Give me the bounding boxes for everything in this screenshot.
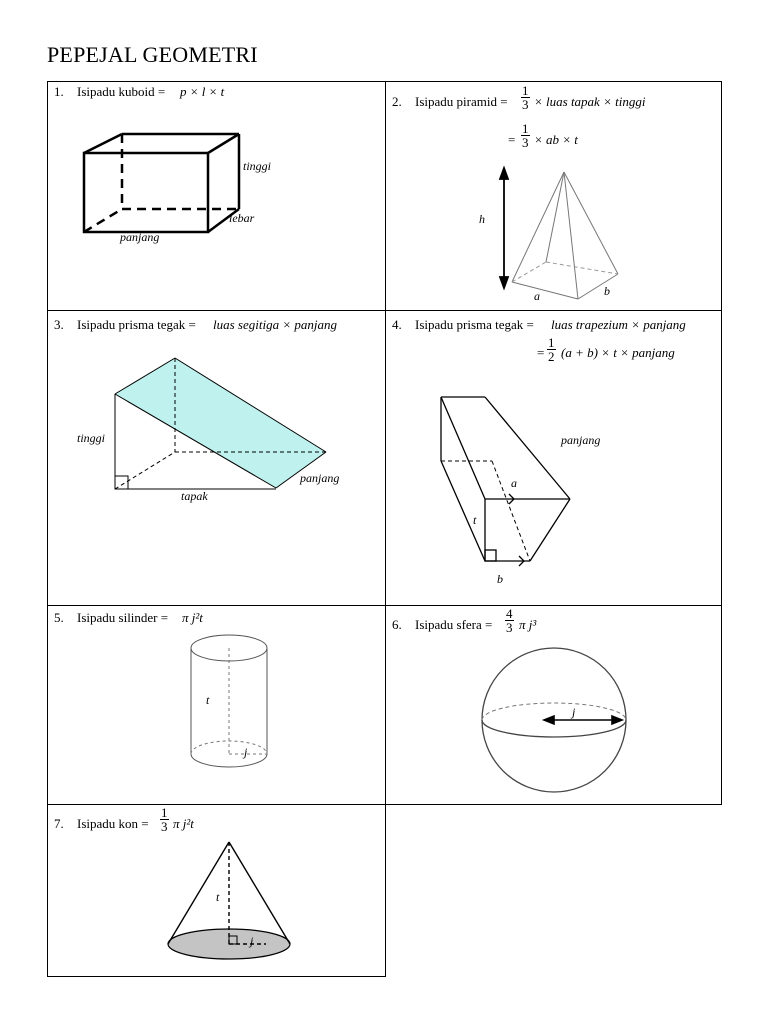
label-tapak: tapak: [181, 489, 208, 503]
item-formula: π j²t: [173, 816, 194, 831]
label-panjang: panjang: [561, 433, 601, 447]
label-b: b: [497, 572, 503, 586]
item-number: 2.: [392, 94, 402, 109]
triangular-prism-diagram: [48, 311, 387, 607]
label-lebar: lebar: [229, 211, 255, 225]
item-formula: luas trapezium × panjang: [551, 317, 686, 332]
formula-prefix: =: [508, 132, 516, 147]
page-title: PEPEJAL GEOMETRI: [47, 42, 258, 67]
cell-sfera: [385, 605, 722, 805]
sphere-diagram: [386, 606, 723, 806]
fraction: $\frac{1}{3}$: [161, 805, 168, 834]
label-a: a: [511, 476, 517, 490]
cuboid-diagram: [48, 82, 387, 312]
fraction: $\frac{1}{3}$: [522, 121, 529, 150]
trapezium-prism-diagram: [386, 311, 723, 607]
pyramid-diagram: [386, 82, 723, 312]
item-label: Isipadu piramid =: [415, 94, 508, 109]
cell-silinder: [47, 605, 386, 805]
cell-prisma-trapezium: [385, 310, 722, 606]
label-b: b: [604, 284, 610, 298]
item-label: Isipadu prisma tegak =: [415, 317, 534, 332]
cell-piramid: [385, 81, 722, 311]
item-formula-line2: (a + b) × t × panjang: [561, 345, 675, 360]
item-label: Isipadu sfera =: [415, 617, 493, 632]
label-j: j: [244, 745, 248, 759]
item-label: Isipadu kuboid =: [77, 84, 166, 99]
item-label: Isipadu silinder =: [77, 610, 169, 625]
item-number: 7.: [54, 816, 64, 831]
cone-diagram: [48, 805, 387, 978]
item-formula: × luas tapak × tinggi: [534, 94, 646, 109]
item-number: 3.: [54, 317, 64, 332]
label-a: a: [534, 289, 540, 303]
fraction: $\frac{4}{3}$: [506, 606, 513, 635]
label-tinggi: tinggi: [243, 159, 272, 173]
label-j: j: [250, 934, 254, 948]
cell-kuboid: [47, 81, 386, 311]
cell-kon: [47, 804, 386, 977]
label-j: j: [572, 705, 576, 719]
item-formula: luas segitiga × panjang: [213, 317, 337, 332]
cell-prisma-segitiga: [47, 310, 386, 606]
item-formula: π j³: [519, 617, 537, 632]
fraction: $\frac{1}{3}$: [522, 83, 529, 112]
label-t: t: [206, 693, 210, 707]
cylinder-diagram: [48, 606, 387, 806]
item-number: 6.: [392, 617, 402, 632]
item-formula: p × l × t: [180, 84, 225, 99]
label-panjang: panjang: [120, 230, 160, 244]
label-t: t: [473, 513, 477, 527]
label-panjang: panjang: [300, 471, 340, 485]
item-number: 4.: [392, 317, 402, 332]
item-number: 1.: [54, 84, 64, 99]
item-label: Isipadu prisma tegak =: [77, 317, 196, 332]
item-formula-line2: × ab × t: [534, 132, 578, 147]
fraction: $\frac{1}{2}$: [548, 335, 555, 364]
label-tinggi: tinggi: [77, 431, 106, 445]
item-formula: π j²t: [182, 610, 203, 625]
item-label: Isipadu kon =: [77, 816, 149, 831]
label-t: t: [216, 890, 220, 904]
item-number: 5.: [54, 610, 64, 625]
formula-prefix: =: [537, 345, 545, 360]
label-h: h: [479, 212, 485, 226]
